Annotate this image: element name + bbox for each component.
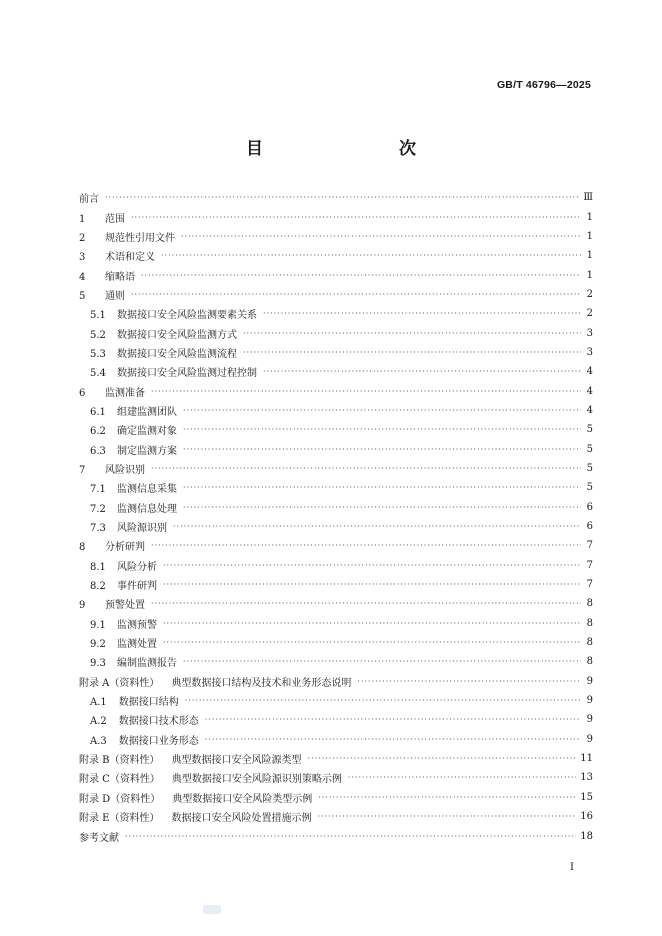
toc-entry-title: 监测信息处理 (117, 503, 177, 515)
toc-entry-number: 6 (79, 387, 86, 399)
toc-entry-page: 4 (586, 385, 593, 397)
toc-entry-title: 参考文献 (79, 832, 119, 844)
toc-entry[interactable] (79, 652, 593, 671)
toc-leader-dots (185, 696, 581, 705)
toc-entry[interactable] (79, 730, 593, 749)
toc-entry-label (90, 364, 257, 379)
toc-leader-dots (161, 251, 581, 260)
toc-entry-label (79, 674, 351, 689)
toc-entry-title: 数据接口安全风险监测方式 (117, 329, 237, 341)
toc-entry[interactable] (79, 323, 593, 342)
toc-entry-label (79, 538, 145, 553)
toc-entry-label (90, 558, 157, 573)
toc-entry-title: 监测信息采集 (117, 484, 177, 496)
toc-entry-title: 确定监测对象 (117, 426, 177, 438)
toc-entry-page: 5 (586, 443, 593, 455)
toc-leader-dots (105, 193, 579, 202)
toc-entry[interactable] (79, 807, 593, 826)
toc-leader-dots (183, 406, 581, 415)
toc-entry-label (90, 732, 199, 747)
toc-entry-number: 6.1 (90, 406, 106, 418)
toc-entry-page: 15 (580, 791, 593, 803)
watermark-stamp (203, 905, 221, 914)
toc-entry[interactable] (79, 401, 593, 420)
toc-leader-dots (173, 522, 581, 531)
toc-entry[interactable] (79, 575, 593, 594)
toc-entry-title: 预警处置 (105, 600, 145, 612)
toc-entry-number: 5.4 (90, 368, 106, 380)
toc-entry[interactable] (79, 614, 593, 633)
toc-entry-page: 1 (586, 250, 593, 262)
toc-entry-number: 8.2 (90, 581, 106, 593)
toc-entry-label (90, 422, 177, 437)
toc-leader-dots (263, 367, 581, 376)
toc-entry-number: 附录 B（资料性） (79, 755, 160, 767)
toc-entry-page: 8 (586, 656, 593, 668)
toc-leader-dots (357, 677, 581, 686)
toc-entry-title: 通则 (105, 290, 125, 302)
toc-entry-title: 风险源识别 (117, 523, 167, 535)
toc-entry-label (79, 770, 342, 785)
toc-entry-page: 6 (586, 501, 593, 513)
toc-entry-title: 缩略语 (105, 271, 135, 283)
toc-entry[interactable] (79, 207, 593, 226)
toc-entry[interactable] (79, 498, 593, 517)
toc-entry-label (79, 248, 155, 263)
toc-entry-label (90, 306, 257, 321)
toc-entry-title: 数据接口结构 (118, 697, 179, 709)
toc-leader-dots (163, 638, 581, 647)
toc-entry-page: 2 (586, 288, 593, 300)
toc-entry-title: 规范性引用文件 (105, 232, 175, 244)
toc-entry[interactable] (79, 285, 593, 304)
toc-entry-number: 7.1 (90, 484, 106, 496)
toc-entry-label (79, 829, 119, 844)
toc-entry[interactable] (79, 362, 593, 381)
toc-entry-number: 9 (79, 600, 86, 612)
toc-entry[interactable] (79, 265, 593, 284)
toc-entry-page: 1 (586, 269, 593, 281)
toc-entry-number: 5.3 (90, 348, 106, 360)
toc-entry-number: 附录 E（资料性） (79, 813, 160, 825)
toc-entry-label (79, 790, 312, 805)
toc-entry-number: 9.1 (90, 619, 106, 631)
toc-entry-label (90, 326, 237, 341)
toc-entry[interactable] (79, 459, 593, 478)
toc-entry-number: 附录 D（资料性） (79, 793, 161, 805)
toc-entry-label (79, 384, 145, 399)
toc-entry[interactable] (79, 381, 593, 400)
toc-entry-number: 5 (79, 290, 86, 302)
toc-entry-number: 5.2 (90, 329, 106, 341)
page-title: 目 次 (246, 139, 450, 159)
toc-entry-title: 分析研判 (105, 542, 145, 554)
toc-entry-number: 7.2 (90, 503, 106, 515)
toc-entry-label (90, 635, 157, 650)
toc-entry-page: 6 (586, 521, 593, 533)
toc-entry[interactable] (79, 227, 593, 246)
toc-leader-dots (151, 599, 581, 608)
toc-leader-dots (183, 445, 581, 454)
toc-entry-page: 16 (580, 811, 593, 823)
toc-entry[interactable] (79, 439, 593, 458)
toc-entry[interactable] (79, 633, 593, 652)
toc-entry-title: 数据接口技术形态 (118, 716, 199, 728)
toc-entry-title: 范围 (105, 213, 125, 225)
toc-entry-number: A.1 (90, 697, 107, 709)
toc-leader-dots (163, 619, 581, 628)
toc-leader-dots (125, 832, 576, 841)
toc-entry-label (79, 461, 145, 476)
toc-leader-dots (318, 793, 576, 802)
toc-entry-title: 制定监测方案 (117, 445, 177, 457)
toc-leader-dots (317, 812, 576, 821)
toc-entry-label (90, 519, 167, 534)
toc-entry-page: 1 (586, 211, 593, 223)
toc-leader-dots (243, 348, 581, 357)
toc-entry-number: 6.2 (90, 426, 106, 438)
toc-entry-label (90, 616, 157, 631)
toc-entry-number: 9.3 (90, 658, 106, 670)
toc-entry-number: 3 (79, 252, 86, 264)
toc-entry[interactable] (79, 691, 593, 710)
toc-entry-page: 4 (586, 404, 593, 416)
toc-entry-page: 9 (586, 675, 593, 687)
toc-entry-label (90, 442, 177, 457)
toc-leader-dots (243, 329, 581, 338)
toc-entry-title: 前言 (79, 194, 99, 206)
toc-leader-dots (263, 309, 581, 318)
toc-leader-dots (131, 213, 581, 222)
toc-leader-dots (131, 290, 581, 299)
toc-entry-label (90, 480, 177, 495)
toc-entry-page: 7 (586, 540, 593, 552)
toc-entry-number: 附录 C（资料性） (79, 774, 160, 786)
toc-entry-title: 监测处置 (117, 639, 157, 651)
toc-entry-page: 8 (586, 617, 593, 629)
toc-entry-title: 风险分析 (117, 561, 157, 573)
toc-entry-title: 典型数据接口安全风险源识别策略示例 (171, 774, 342, 786)
toc-entry-label (79, 190, 99, 205)
toc-entry-page: 9 (586, 695, 593, 707)
toc-entry[interactable] (79, 768, 593, 787)
toc-entry-label (90, 693, 179, 708)
toc-entry-title: 典型数据接口结构及技术和业务形态说明 (171, 677, 352, 689)
toc-entry-title: 风险识别 (105, 464, 145, 476)
toc-entry[interactable] (79, 826, 593, 845)
toc-entry-label (79, 287, 125, 302)
toc-entry-label (90, 500, 177, 515)
toc-entry-page: 8 (586, 598, 593, 610)
toc-entry-page: 5 (586, 424, 593, 436)
toc-entry-title: 数据接口安全风险处置措施示例 (171, 813, 312, 825)
toc-leader-dots (151, 464, 581, 473)
toc-entry-number: 2 (79, 232, 86, 244)
toc-entry[interactable] (79, 788, 593, 807)
toc-entry-number: A.3 (90, 735, 107, 747)
toc-entry[interactable] (79, 188, 593, 207)
toc-entry-page: 9 (586, 733, 593, 745)
toc-entry-title: 数据接口安全风险监测流程 (117, 348, 237, 360)
toc-entry[interactable] (79, 594, 593, 613)
toc-leader-dots (181, 232, 581, 241)
toc-entry[interactable] (79, 478, 593, 497)
toc-entry-title: 监测准备 (105, 387, 145, 399)
toc-entry[interactable] (79, 304, 593, 323)
toc-leader-dots (348, 773, 576, 782)
toc-entry-number: 8 (79, 542, 86, 554)
toc-entry-label (79, 210, 125, 225)
toc-entry-page: 11 (580, 753, 593, 765)
toc-leader-dots (308, 754, 577, 763)
toc-entry-label (79, 809, 311, 824)
toc-entry-label (90, 403, 177, 418)
toc-entry-title: 数据接口业务形态 (118, 735, 199, 747)
toc-entry-page: 13 (580, 772, 593, 784)
toc-entry[interactable] (79, 556, 593, 575)
toc-entry-page: 18 (580, 830, 593, 842)
toc-entry[interactable] (79, 343, 593, 362)
toc-entry-number: A.2 (90, 716, 107, 728)
toc-entry-number: 5.1 (90, 310, 106, 322)
toc-entry-page: 5 (586, 482, 593, 494)
toc-leader-dots (183, 483, 581, 492)
toc-entry-page: 8 (586, 637, 593, 649)
toc-leader-dots (205, 735, 581, 744)
toc-entry-label (90, 712, 199, 727)
toc-leader-dots (141, 271, 581, 280)
toc-entry[interactable] (79, 672, 593, 691)
toc-entry-title: 组建监测团队 (117, 406, 177, 418)
toc-entry-page: 5 (586, 462, 593, 474)
toc-entry[interactable] (79, 749, 593, 768)
toc-entry-page: 7 (586, 559, 593, 571)
toc-entry-title: 术语和定义 (105, 252, 155, 264)
toc-leader-dots (183, 503, 581, 512)
toc-leader-dots (205, 715, 581, 724)
toc-entry-number: 附录 A（资料性） (79, 677, 160, 689)
page-number: Ⅰ (570, 862, 574, 873)
toc-entry-title: 监测预警 (117, 619, 157, 631)
toc-entry-title: 典型数据接口安全风险源类型 (171, 755, 302, 767)
toc-entry-label (79, 268, 135, 283)
toc-entry-label (79, 751, 302, 766)
toc-entry[interactable] (79, 517, 593, 536)
toc-entry-number: 6.3 (90, 445, 106, 457)
toc-entry-number: 9.2 (90, 639, 106, 651)
toc-entry[interactable] (79, 536, 593, 555)
toc-entry-title: 事件研判 (117, 581, 157, 593)
toc-entry-label (79, 229, 175, 244)
toc-leader-dots (183, 657, 581, 666)
toc-entry-page: 2 (586, 308, 593, 320)
toc-entry[interactable] (79, 420, 593, 439)
toc-entry-title: 数据接口安全风险监测要素关系 (117, 310, 257, 322)
toc-entry-title: 编制监测报告 (117, 658, 177, 670)
toc-entry-label (79, 596, 145, 611)
toc-entry-page: 7 (586, 579, 593, 591)
toc-entry[interactable] (79, 246, 593, 265)
toc-entry-number: 8.1 (90, 561, 106, 573)
toc-entry-number: 1 (79, 213, 86, 225)
toc-entry-page: 3 (586, 327, 593, 339)
standard-code: GB/T 46796—2025 (496, 79, 591, 91)
toc-entry-page: Ⅲ (583, 192, 593, 204)
toc-entry-page: 1 (586, 230, 593, 242)
toc-entry-number: 7 (79, 464, 86, 476)
toc-entry[interactable] (79, 710, 593, 729)
toc-entry-page: 3 (586, 346, 593, 358)
toc-leader-dots (163, 561, 581, 570)
toc-entry-page: 9 (586, 714, 593, 726)
toc-entry-page: 4 (586, 366, 593, 378)
toc-leader-dots (183, 425, 581, 434)
toc-leader-dots (163, 580, 581, 589)
toc-entry-number: 4 (79, 271, 86, 283)
toc-entry-label (90, 345, 237, 360)
toc-entry-label (90, 577, 157, 592)
toc-leader-dots (151, 541, 581, 550)
table-of-contents (79, 188, 593, 846)
toc-entry-title: 典型数据接口安全风险类型示例 (172, 793, 313, 805)
toc-leader-dots (151, 387, 581, 396)
toc-entry-number: 7.3 (90, 523, 106, 535)
toc-entry-title: 数据接口安全风险监测过程控制 (117, 368, 257, 380)
toc-entry-label (90, 654, 177, 669)
